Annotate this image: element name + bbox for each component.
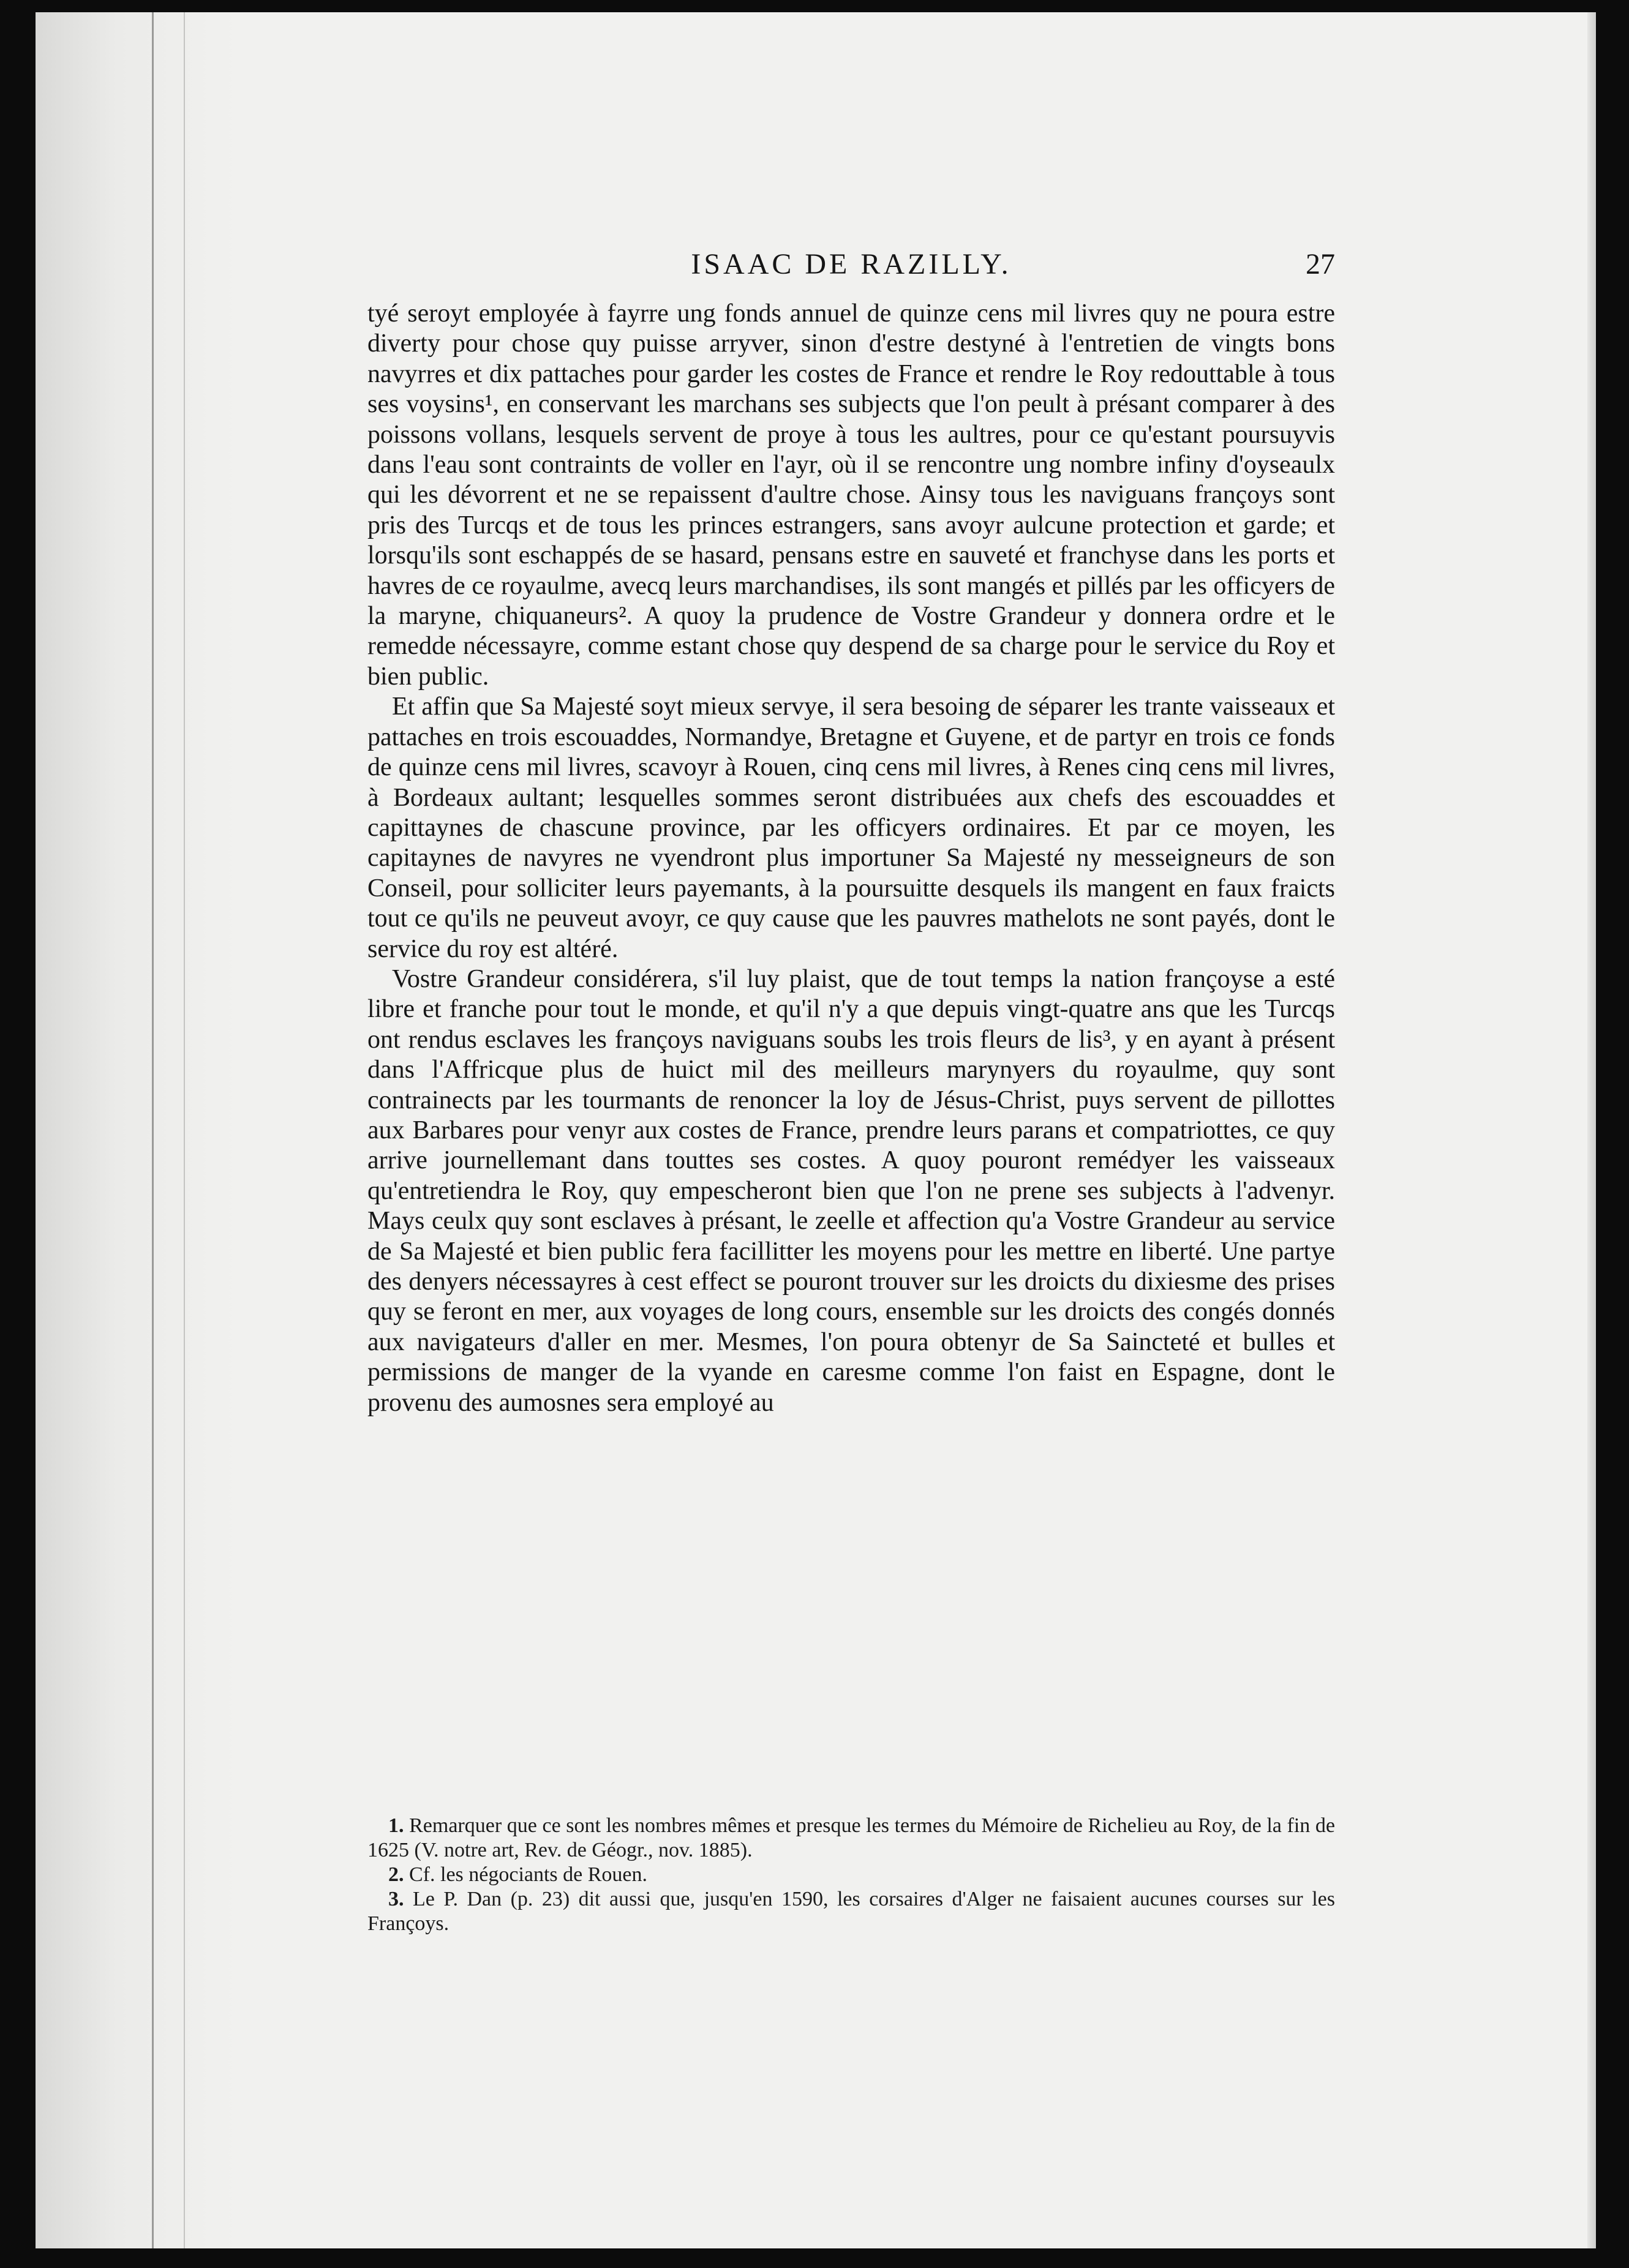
- footnote: [367, 1814, 1335, 1863]
- footnote-text: Le P. Dan (p. 23) dit aussi que, jusqu'en 1590, les corsaires d'Alger ne faisaient aucunes courses sur les Françoys.: [367, 1888, 1335, 1935]
- body-paragraph: Vostre Grandeur considérera, s'il luy plaist, que de tout temps la nation françoyse a esté libre et franche pour tout le monde, et qu'il n'y a que depuis vingt-quatre ans que les Turcqs ont rendus esclaves les françoys naviguans soubs les trois fleurs de lis³, y en ayant à présent dans l'Affricque plus de huict mil des meilleurs marynyers du royaulme, quy sont contrainects par les tourmants de renoncer la loy de Jésus-Christ, puys servent de pillottes aux Barbares pour venyr aux costes de France, prendre leurs parans et compatriottes, ce quy arrive journellemant dans touttes ses costes. A quoy pouront remédyer les vaisseaux qu'entretiendra le Roy, quy empescheront bien que l'on ne prene ses subjects à l'advenyr. Mays ceulx quy sont esclaves à présant, le zeelle et affection qu'a Vostre Grandeur au service de Sa Majesté et bien public fera facillitter les moyens pour les mettre en liberté. Une partye des denyers nécessayres à cest effect se pouront trouver sur les droicts du dixiesme des prises quy se feront en mer, aux voyages de long cours, ensemble sur les droicts des congés donnés aux navigateurs d'aller en mer. Mesmes, l'on poura obtenyr de Sa Saincteté et bulles et permissions de manger de la vyande en caresme comme l'on faist en Espagne, dont le provenu des aumosnes sera employé au: [367, 964, 1335, 1417]
- gutter-fold-line: [152, 12, 154, 2248]
- page-right-edge: [1587, 12, 1596, 2248]
- footnotes: [367, 1814, 1335, 1936]
- running-title: ISAAC DE RAZILLY.: [691, 248, 1012, 280]
- spine-shadow: [36, 12, 238, 2248]
- footnote: [367, 1863, 1335, 1887]
- footnote: [367, 1887, 1335, 1936]
- footnote-number: 3.: [388, 1888, 404, 1910]
- footnote-text: Remarquer que ce sont les nombres mêmes et presque les termes du Mémoire de Richelieu au Roy, de la fin de 1625 (V. notre art, Rev. de Géogr., nov. 1885).: [367, 1814, 1335, 1861]
- running-head: [367, 247, 1335, 290]
- page-number: 27: [1306, 248, 1335, 280]
- body-paragraph: Et affin que Sa Majesté soyt mieux servye, il sera besoing de séparer les trante vaisseaux et pattaches en trois escouaddes, Normandye, Bretagne et Guyene, et de partyr en trois ce fonds de quinze cens mil livres, scavoyr à Rouen, cinq cens mil livres, à Renes cinq cens mil livres, à Bordeaux aultant; lesquelles sommes seront distribuées aux chefs des escouaddes et capittaynes de chascune province, par les officyers ordinaires. Et par ce moyen, les capitaynes de navyres ne vyendront plus importuner Sa Majesté ny messeigneurs de son Conseil, pour solliciter leurs payemants, à la poursuitte desquels ils mangent en faux fraicts tout ce qu'ils ne peuveut avoyr, ce quy cause que les pauvres mathelots ne sont payés, dont le service du roy est altéré.: [367, 693, 1335, 963]
- gutter-fold-line-inner: [184, 12, 185, 2248]
- footnote-number: 2.: [388, 1863, 404, 1886]
- body-text: [367, 299, 1335, 1418]
- footnote-text: Cf. les négociants de Rouen.: [409, 1863, 648, 1886]
- body-paragraph: tyé seroyt employée à fayrre ung fonds annuel de quinze cens mil livres quy ne poura estre diverty pour chose quy puisse arryver, sinon d'estre destyné à l'entretien de vingts bons navyrres et dix pattaches pour garder les costes de France et rendre le Roy redouttable à tous ses voysins¹, en conservant les marchans ses subjects que l'on peult à présant comparer à des poissons vollans, lesquels servent de proye à tous les aultres, pour ce qu'estant poursuyvis dans l'eau sont contraints de voller en l'ayr, où il se rencontre ung nombre infiny d'oyseaulx qui les dévorrent et ne se repaissent d'aultre chose. Ainsy tous les naviguans françoys sont pris des Turcqs et de tous les princes estrangers, sans avoyr aulcune protection et garde; et lorsqu'ils sont eschappés de se hasard, pensans estre en sauveté et franchyse dans les ports et havres de ce royaulme, avecq leurs marchandises, ils sont mangés et pillés par les officyers de la maryne, chiquaneurs². A quoy la prudence de Vostre Grandeur y donnera ordre et le remedde nécessayre, comme estant chose quy despend de sa charge pour le service du Roy et bien public.: [367, 299, 1335, 691]
- footnote-number: 1.: [388, 1814, 404, 1837]
